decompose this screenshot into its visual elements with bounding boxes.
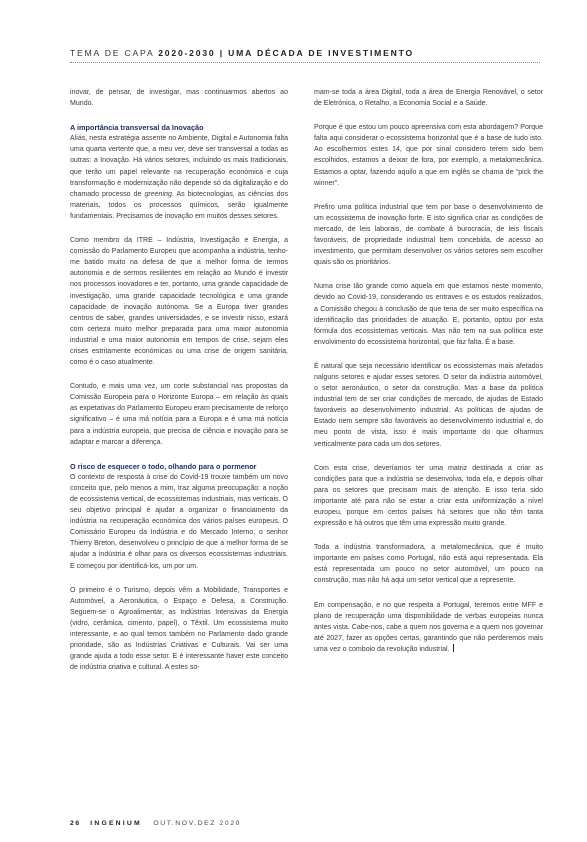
section-heading: A importância transversal da Inovação [70,123,204,133]
paragraph: O primeiro é o Turismo, depois vêm a Mobilidade, Transportes e Automóvel, a Aeronáutica, o Espaço e Defesa, a Construção. Seguem-se o Agroalimentar, as Indústrias Intensivas da Energia (vidro, cerâmica, cimento, papel), o Têxtil. Um ecossistema muito interessante, e ao qual temos também no Parlamento dado grande prioridade, são as Indústrias Criativas e Culturais. Vai ser uma grande ajuda a todo esse setor. E é interessante haver este conceito de indústria criativa e cultural. A estes so- [70,586,288,672]
paragraph: Contudo, e mais uma vez, um corte substancial nas propostas da Comissão Europeia para o Horizonte Europa – em relação às quais as expetativas do Parlamento Europeu eram precisamente de reforço significativo – é uma má notícia para a Europa e é uma má notícia para a indústria europeia, que precisa de ciência e inovação para se adaptar e marcar a diferença. [70,383,288,446]
paragraph: Numa crise tão grande como aquela em que estamos neste momento, devido ao Covid-19, considerando os entraves e os estudos realizados, a Comissão chegou à conclusão de que teria de ser muito específica na identificação das prioridades de atuação. E, portanto, optou por esta fórmula dos ecossistemas verticais. Mas não tem na sua política este envolvimento do ecossistema horizontal, que faz falta. É a base. [314,283,543,346]
paragraph: Aliás, nesta estratégia assente no Ambiente, Digital e Autonomia falta uma quarta vertente que, a meu ver, deve ser transversal a todas as outras: a Inovação. Há vários setores, incluindo os mais tradicionais, que terão um papel relevante na recuperação económica e cuja transformação e modernização não depende só da digitalização e do chamado processo de greening. As biotecnologias, as ciências dos materiais, todos os processos químicos, serão igualmente fundamentais. Precisamos de inovação em muitos desses setores. [70,135,289,220]
running-header [70,48,414,58]
paragraph: mam-se toda a área Digital, toda a área de Energia Renovável, o setor de Eletrónica, o Retalho, a Economia Social e a Saúde. [314,89,543,108]
header-years: 2020-2030 [158,48,216,58]
paragraph: inovar, de pensar, de investigar, mas continuarmos abertos ao Mundo. [70,89,288,108]
page-footer [70,820,241,827]
header-divider [70,62,540,63]
left-column [70,87,288,673]
header-separator: | [219,48,224,58]
final-paragraph: Em compensação, e no que respeita a Portugal, teremos entre MFF e plano de recuperação uma disponibilidade de verbas europeias nunca antes vista. Cabe-nos, cabe a quem nos governa e a quem nos governar até 2027, fazer as opções certas, garantindo que não perderemos mais uma vez o comboio da revolução industrial. [314,601,543,653]
issue-date: OUT.NOV.DEZ 2020 [153,820,242,827]
magazine-name: INGENIUM [90,820,142,827]
paragraph: É natural que seja necessário identificar os ecossistemas mais afetados nalguns setores e ajudar esses setores. O setor da indústria automóvel, o setor aeronáutico, o setor da construção. Mas a base da política industrial tem de ser criar condições de mercado, de ajudas de Estado favoráveis ao desenvolvimento industrial. As políticas de ajudas de Estado nem sempre são favoráveis ao desenvolvimento industrial e, do meu ponto de vista, isso é mais importante do que olharmos verticalmente para cada um dos setores. [314,362,543,448]
paragraph: Prefiro uma política industrial que tem por base o desenvolvimento de um ecossistema de inovação forte. E isto significa criar as condições de mercado, de leis laborais, de combate à burocracia, de leis fiscais favoráveis, de propriedade industrial bem concebida, de acesso ao investimento, que permitam desenvolver os vários setores sem escolher quais são os prioritários. [314,203,543,267]
end-mark [453,644,455,652]
paragraph: Toda a indústria transformadora, a metalomecânica, que é muito importante em países como Portugal, não está aqui representada. Ela está representada um pouco no setor automóvel, um pouco na construção, mas não há aqui um setor vertical que a represente. [314,544,543,585]
right-column [314,87,543,655]
paragraph: Porque é que estou um pouco apreensiva com esta abordagem? Porque falta aqui considerar o ecossistema horizontal que é a base de tudo isto. Ao escolhermos estes 14, que por sinal considero terem sido bem escolhidos, estamos a deixar de fora, por exemplo, a metalomecânica. Estamos a optar, fazendo aquilo a que em inglês se chama de “pick the winner”. [314,124,543,187]
header-subtitle: UMA DÉCADA DE INVESTIMENTO [228,48,415,58]
page-number: 26 [70,820,81,827]
paragraph: Com esta crise, deveríamos ter uma matriz destinada a criar as condições para que a indústria se desenvolva, toda ela, e depois olhar para os setores que precisam mais de atenção. E isso teria sido importante até para não se estar a criar esta uniformização a nível europeu, porque em certos países há setores que não têm tanta expressão e há outros que têm uma expressão muito grande. [314,464,543,528]
header-section: TEMA DE CAPA [70,48,154,58]
paragraph: O contexto de resposta à crise do Covid-19 trouxe também um novo conceito que, pelo menos a mim, traz alguma preocupação: a noção de ecossistema vertical, de ecossistemas industriais, mas verticais. O seu objetivo principal é ajudar a organizar o financiamento da indústria na recuperação económica dos vários países europeus. O Comissário Europeu da Indústria e do Mercado Interno, o senhor Thierry Breton, desenvolveu o princípio de que a melhor forma de se ajudar a indústria é olhar para os diversos ecossistemas industriais. E começou por identificá-los, um por um. [70,473,288,570]
paragraph: Como membro da ITRE – Indústria, Investigação e Energia, a comissão do Parlamento Europeu que acompanha a indústria, tenho-me batido muito na defesa de que a melhor forma de termos autonomia e de sermos resilientes em relação ao Mundo é investir nos processos inovadores e ter, portanto, uma grande capacidade de investigação, uma grande capacidade tecnológica e uma grande capacidade de inovação autónoma. Se a Europa tiver grandes centros de saber, grandes universidades, e se investir nisso, estará com certeza muito melhor preparada para uma maior autonomia industrial e uma maior autonomia em tempos de crise, sejam eles crises estritamente económicas ou uma crise de origem sanitária, como é o caso atualmente. [70,237,288,367]
section-heading: O risco de esquecer o todo, olhando para o pormenor [70,461,257,471]
